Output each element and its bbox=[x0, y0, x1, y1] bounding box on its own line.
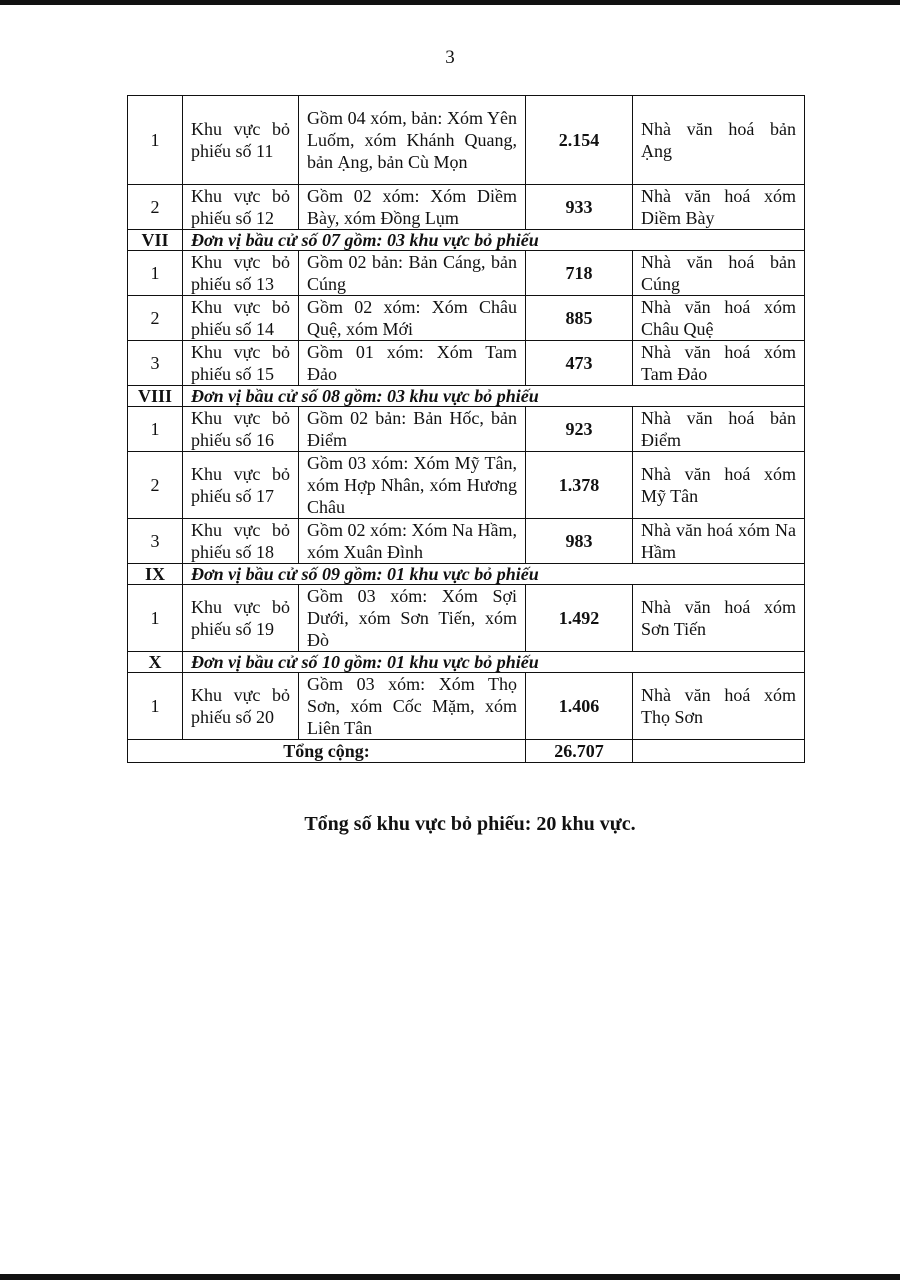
table-row bbox=[128, 251, 805, 296]
row-number: 3 bbox=[128, 341, 183, 386]
polling-location: Nhà văn hoá xóm Diềm Bày bbox=[633, 185, 805, 230]
row-number: 1 bbox=[128, 673, 183, 740]
polling-area-name: Khu vực bỏ phiếu số 20 bbox=[183, 673, 299, 740]
section-header-row bbox=[128, 564, 805, 585]
table-row bbox=[128, 673, 805, 740]
section-roman-numeral: VII bbox=[128, 230, 183, 251]
row-number: 3 bbox=[128, 519, 183, 564]
row-number: 2 bbox=[128, 452, 183, 519]
section-header-row bbox=[128, 230, 805, 251]
polling-area-table bbox=[127, 95, 805, 763]
polling-location: Nhà văn hoá xóm Thọ Sơn bbox=[633, 673, 805, 740]
polling-area-name: Khu vực bỏ phiếu số 13 bbox=[183, 251, 299, 296]
polling-area-name: Khu vực bỏ phiếu số 11 bbox=[183, 96, 299, 185]
row-number: 2 bbox=[128, 296, 183, 341]
polling-area-name: Khu vực bỏ phiếu số 15 bbox=[183, 341, 299, 386]
top-border-bar bbox=[0, 0, 900, 5]
row-number: 1 bbox=[128, 251, 183, 296]
polling-area-description: Gồm 04 xóm, bản: Xóm Yên Luốm, xóm Khánh Quang, bản Ạng, bản Cù Mọn bbox=[299, 96, 526, 185]
polling-area-name: Khu vực bỏ phiếu số 12 bbox=[183, 185, 299, 230]
polling-location: Nhà văn hoá xóm Na Hầm bbox=[633, 519, 805, 564]
section-title: Đơn vị bầu cử số 09 gồm: 01 khu vực bỏ phiếu bbox=[183, 564, 805, 585]
table-row bbox=[128, 185, 805, 230]
total-empty-cell bbox=[633, 740, 805, 763]
total-label: Tổng cộng: bbox=[128, 740, 526, 763]
table-row bbox=[128, 96, 805, 185]
polling-location: Nhà văn hoá xóm Châu Quệ bbox=[633, 296, 805, 341]
polling-area-name: Khu vực bỏ phiếu số 17 bbox=[183, 452, 299, 519]
section-roman-numeral: IX bbox=[128, 564, 183, 585]
polling-area-summary: Tổng số khu vực bỏ phiếu: 20 khu vực. bbox=[304, 813, 636, 835]
voter-count: 983 bbox=[526, 519, 633, 564]
polling-area-description: Gồm 03 xóm: Xóm Sợi Dưới, xóm Sơn Tiến, xóm Đò bbox=[299, 585, 526, 652]
voter-count: 923 bbox=[526, 407, 633, 452]
voter-count: 1.378 bbox=[526, 452, 633, 519]
polling-area-description: Gồm 02 bản: Bản Hốc, bản Điểm bbox=[299, 407, 526, 452]
voter-count: 933 bbox=[526, 185, 633, 230]
polling-area-description: Gồm 03 xóm: Xóm Mỹ Tân, xóm Hợp Nhân, xóm Hương Châu bbox=[299, 452, 526, 519]
polling-area-description: Gồm 02 bản: Bản Cáng, bản Cúng bbox=[299, 251, 526, 296]
polling-area-name: Khu vực bỏ phiếu số 16 bbox=[183, 407, 299, 452]
section-header-row bbox=[128, 386, 805, 407]
row-number: 1 bbox=[128, 96, 183, 185]
row-number: 2 bbox=[128, 185, 183, 230]
polling-location: Nhà văn hoá xóm Sơn Tiến bbox=[633, 585, 805, 652]
voter-count: 473 bbox=[526, 341, 633, 386]
total-row bbox=[128, 740, 805, 763]
section-title: Đơn vị bầu cử số 07 gồm: 03 khu vực bỏ phiếu bbox=[183, 230, 805, 251]
row-number: 1 bbox=[128, 407, 183, 452]
polling-area-description: Gồm 02 xóm: Xóm Diềm Bày, xóm Đồng Lụm bbox=[299, 185, 526, 230]
polling-area-name: Khu vực bỏ phiếu số 18 bbox=[183, 519, 299, 564]
table-row bbox=[128, 519, 805, 564]
table-row bbox=[128, 585, 805, 652]
polling-location: Nhà văn hoá xóm Tam Đảo bbox=[633, 341, 805, 386]
voter-count: 885 bbox=[526, 296, 633, 341]
polling-area-description: Gồm 03 xóm: Xóm Thọ Sơn, xóm Cốc Mặm, xóm Liên Tân bbox=[299, 673, 526, 740]
voter-count: 1.492 bbox=[526, 585, 633, 652]
section-title: Đơn vị bầu cử số 10 gồm: 01 khu vực bỏ phiếu bbox=[183, 652, 805, 673]
page-number: 3 bbox=[445, 47, 455, 68]
polling-area-name: Khu vực bỏ phiếu số 14 bbox=[183, 296, 299, 341]
section-roman-numeral: X bbox=[128, 652, 183, 673]
row-number: 1 bbox=[128, 585, 183, 652]
polling-area-description: Gồm 02 xóm: Xóm Châu Quệ, xóm Mới bbox=[299, 296, 526, 341]
polling-location: Nhà văn hoá bản Ạng bbox=[633, 96, 805, 185]
table-row bbox=[128, 452, 805, 519]
polling-area-description: Gồm 02 xóm: Xóm Na Hầm, xóm Xuân Đình bbox=[299, 519, 526, 564]
polling-location: Nhà văn hoá xóm Mỹ Tân bbox=[633, 452, 805, 519]
polling-area-description: Gồm 01 xóm: Xóm Tam Đảo bbox=[299, 341, 526, 386]
voter-count: 1.406 bbox=[526, 673, 633, 740]
section-roman-numeral: VIII bbox=[128, 386, 183, 407]
table-row bbox=[128, 296, 805, 341]
polling-area-name: Khu vực bỏ phiếu số 19 bbox=[183, 585, 299, 652]
total-voter-count: 26.707 bbox=[526, 740, 633, 763]
table-row bbox=[128, 341, 805, 386]
polling-location: Nhà văn hoá bản Cúng bbox=[633, 251, 805, 296]
polling-location: Nhà văn hoá bản Điểm bbox=[633, 407, 805, 452]
voter-count: 2.154 bbox=[526, 96, 633, 185]
table-row bbox=[128, 407, 805, 452]
section-header-row bbox=[128, 652, 805, 673]
section-title: Đơn vị bầu cử số 08 gồm: 03 khu vực bỏ phiếu bbox=[183, 386, 805, 407]
bottom-border-bar bbox=[0, 1274, 900, 1280]
voter-count: 718 bbox=[526, 251, 633, 296]
